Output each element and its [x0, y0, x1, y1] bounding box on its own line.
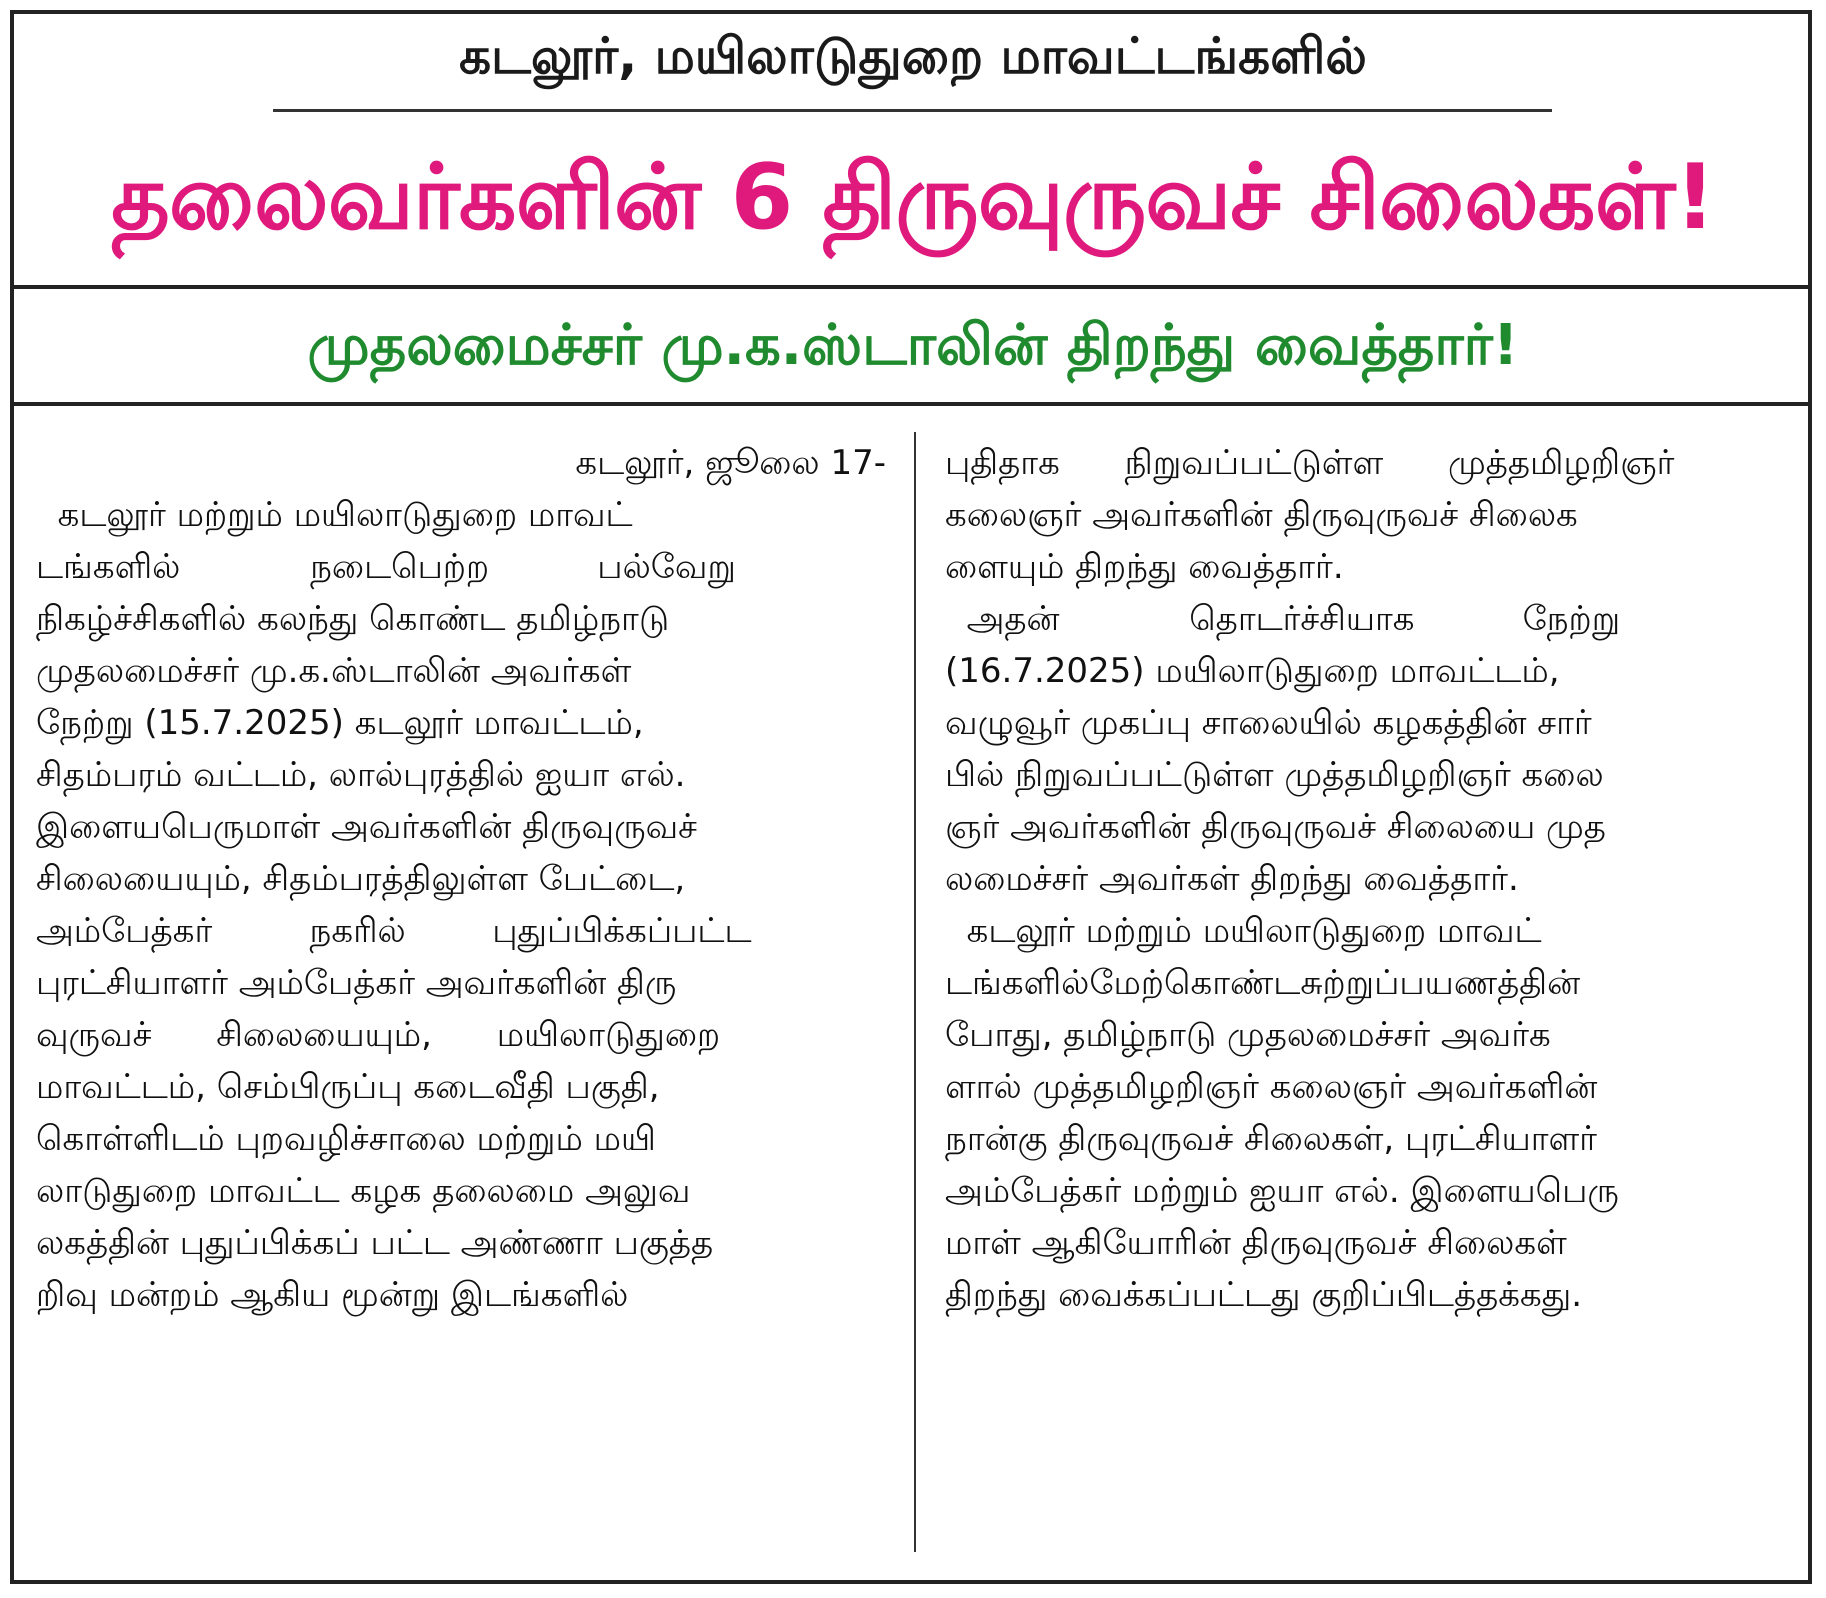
- column-divider: [914, 432, 916, 1552]
- article-text-line: மாள் ஆகியோரின் திருவுருவச் சிலைகள்: [945, 1223, 1567, 1263]
- article-column-right: [945, 437, 1795, 1321]
- sub-headline: முதலமைச்சர் மு.க.ஸ்டாலின் திறந்து வைத்தார்!: [307, 313, 1519, 378]
- dateline: கடலூர், ஜூலை 17-: [575, 443, 886, 483]
- article-text-line: சிலையையும், சிதம்பரத்திலுள்ள பேட்டை,: [36, 859, 686, 899]
- article-text-line: லமைச்சர் அவர்கள் திறந்து வைத்தார்.: [945, 859, 1519, 899]
- article-text-line: புரட்சியாளர் அம்பேத்கர் அவர்களின் திரு: [36, 963, 677, 1003]
- article-text-line: கடலூர் மற்றும் மயிலாடுதுறை மாவட்: [945, 911, 1542, 951]
- article-text-line: புதிதாக நிறுவப்பட்டுள்ள முத்தமிழறிஞர்: [945, 443, 1675, 483]
- article-text-line: கலைஞர் அவர்களின் திருவுருவச் சிலைக: [945, 495, 1578, 535]
- article-text-line: லாடுதுறை மாவட்ட கழக தலைமை அலுவ: [36, 1171, 691, 1211]
- article-text-line: பில் நிறுவப்பட்டுள்ள முத்தமிழறிஞர் கலை: [945, 755, 1604, 795]
- article-text-line: (16.7.2025) மயிலாடுதுறை மாவட்டம்,: [945, 651, 1560, 691]
- article-text-line: வுருவச் சிலையையும், மயிலாடுதுறை: [36, 1015, 721, 1055]
- article-text-line: போது, தமிழ்நாடு முதலமைச்சர் அவர்க: [945, 1015, 1551, 1055]
- article-text-line: டங்களில் நடைபெற்ற பல்வேறு: [36, 547, 736, 587]
- article-text-line: வழுவூர் முகப்பு சாலையில் கழகத்தின் சார்: [945, 703, 1592, 743]
- article-text-line: அம்பேத்கர் நகரில் புதுப்பிக்கப்பட்ட: [36, 911, 752, 951]
- article-text-line: இளையபெருமாள் அவர்களின் திருவுருவச்: [36, 807, 697, 847]
- article-text-line: அம்பேத்கர் மற்றும் ஐயா எல். இளையபெரு: [945, 1171, 1619, 1211]
- article-text-line: கொள்ளிடம் புறவழிச்சாலை மற்றும் மயி: [36, 1119, 656, 1159]
- kicker-divider: [273, 109, 1552, 112]
- subhead-divider: [12, 402, 1810, 406]
- article-text-line: மாவட்டம், செம்பிருப்பு கடைவீதி பகுதி,: [36, 1067, 660, 1107]
- article-text-line: ளால் முத்தமிழறிஞர் கலைஞர் அவர்களின்: [945, 1067, 1598, 1107]
- kicker-heading: கடலூர், மயிலாடுதுறை மாவட்டங்களில்: [459, 27, 1367, 85]
- article-text-line: டங்களில்மேற்கொண்டசுற்றுப்பயணத்தின்: [945, 963, 1581, 1003]
- main-headline: தலைவர்களின் 6 திருவுருவச் சிலைகள்!: [111, 145, 1715, 250]
- article-column-left: [36, 437, 886, 1321]
- headline-divider: [12, 285, 1810, 289]
- article-text-line: சிதம்பரம் வட்டம், லால்புரத்தில் ஐயா எல்.: [36, 755, 686, 795]
- article-text-line: முதலமைச்சர் மு.க.ஸ்டாலின் அவர்கள்: [36, 651, 632, 691]
- article-text-line: ஞர் அவர்களின் திருவுருவச் சிலையை முத: [945, 807, 1606, 847]
- article-text-line: றிவு மன்றம் ஆகிய மூன்று இடங்களில்: [36, 1275, 629, 1315]
- article-text-line: நேற்று (15.7.2025) கடலூர் மாவட்டம்,: [36, 703, 644, 743]
- article-text-line: லகத்தின் புதுப்பிக்கப் பட்ட அண்ணா பகுத்த: [36, 1223, 714, 1263]
- article-text-line: திறந்து வைக்கப்பட்டது குறிப்பிடத்தக்கது.: [945, 1275, 1583, 1315]
- article-text-line: அதன் தொடர்ச்சியாக நேற்று: [945, 599, 1621, 639]
- article-text-line: நிகழ்ச்சிகளில் கலந்து கொண்ட தமிழ்நாடு: [36, 599, 670, 639]
- article-text-line: ளையும் திறந்து வைத்தார்.: [945, 547, 1344, 587]
- article-text-line: நான்கு திருவுருவச் சிலைகள், புரட்சியாளர்: [945, 1119, 1597, 1159]
- article-text-line: கடலூர் மற்றும் மயிலாடுதுறை மாவட்: [36, 495, 633, 535]
